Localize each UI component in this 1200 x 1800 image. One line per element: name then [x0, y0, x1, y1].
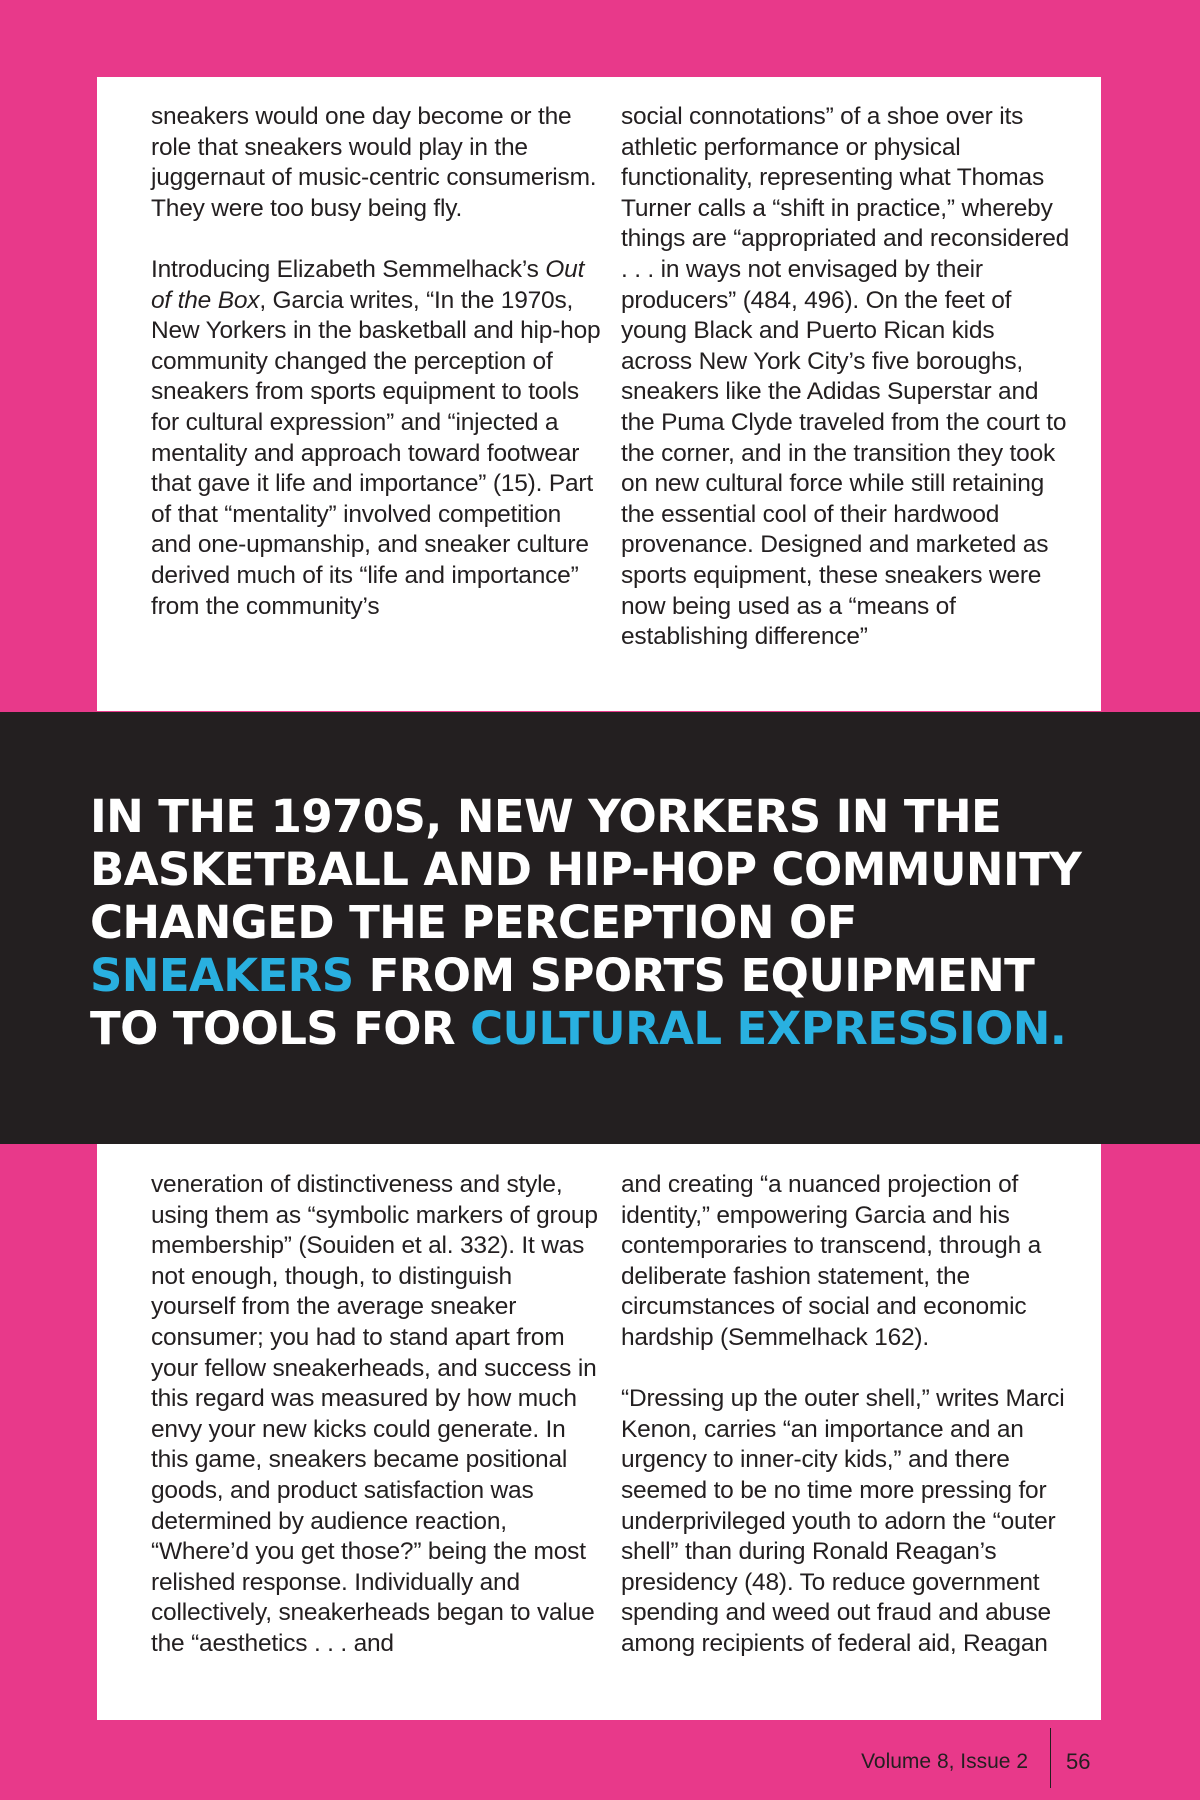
paragraph: and creating “a nuanced projection of identity,” empowering Garcia and his contemporaries to transcend, through a deliberate fashion statement, the circumstances of social and economic hardship (Semmelhack 162). [621, 1171, 1042, 1351]
pull-quote-highlight: SNEAKERS [90, 949, 354, 1002]
page-number: 56 [1066, 1749, 1091, 1774]
article-column-bottom-left [151, 1170, 601, 1660]
paragraph: social connotations” of a shoe over its athletic performance or physical functionality, representing what Thomas Turner calls a “shift in practice,” whereby things are “appropriated and reconsidered . . . in ways not envisaged by their producers” (484, 496). On the feet of young Black and Puerto Rican kids across New York City’s five boroughs, sneakers like the Adidas Superstar and the Puma Clyde traveled from the court to the corner, and in the transition they took on new cultural force while still retaining the essential cool of their hardwood provenance. Designed and marketed as sports equipment, these sneakers were now being used as a “means of establishing difference” [621, 103, 1070, 651]
paragraph [151, 255, 601, 622]
text-run: , Garcia writes, “In the 1970s, New Yorkers in the basketball and hip-hop community changed the perception of sneakers from sports equipment to tools for cultural expression” and “injected a mentality and approach toward footwear that gave it life and importance” (15). Part of that “mentality” involved competition and one-upmanship, and sneaker culture derived much of its “life and importance” from the community’s [151, 286, 601, 620]
pull-quote-highlight: CULTURAL EXPRESSION. [470, 1002, 1067, 1055]
footer-divider [1050, 1728, 1051, 1788]
journal-volume-issue: Volume 8, Issue 2 [861, 1750, 1028, 1773]
paragraph: sneakers would one day become or the role that sneakers would play in the juggernaut of music-centric consumerism. They were too busy being fly. [151, 103, 597, 222]
article-column-bottom-right [621, 1170, 1071, 1660]
pull-quote-text: IN THE 1970S, NEW YORKERS IN THE BASKETBALL AND HIP-HOP COMMUNITY CHANGED THE PERCEPTION OF [90, 790, 1082, 949]
book-title: Out of the Box [151, 255, 585, 314]
text-run: Introducing Elizabeth Semmelhack’s [151, 255, 546, 283]
article-column-top-right [621, 102, 1071, 653]
pull-quote [90, 790, 1110, 1055]
article-column-top-left [151, 102, 601, 622]
paragraph: veneration of distinctiveness and style, using them as “symbolic markers of group membership” (Souiden et al. 332). It was not enough, though, to distinguish yourself from the average sneaker consumer; you had to stand apart from your fellow sneakerheads, and success in this regard was measured by how much envy your new kicks could generate. In this game, sneakers became positional goods, and product satisfaction was determined by audience reaction, “Where’d you get those?” being the most relished response. Individually and collectively, sneakerheads began to value the “aesthetics . . . and [151, 1171, 598, 1657]
paragraph: “Dressing up the outer shell,” writes Marci Kenon, carries “an importance and an urgency to inner-city kids,” and there seemed to be no time more pressing for underprivileged youth to adorn the “outer shell” than during Ronald Reagan’s presidency (48). To reduce government spending and weed out fraud and abuse among recipients of federal aid, Reagan [621, 1385, 1065, 1657]
pull-quote-text: FROM SPORTS EQUIPMENT TO TOOLS FOR [90, 949, 1035, 1055]
